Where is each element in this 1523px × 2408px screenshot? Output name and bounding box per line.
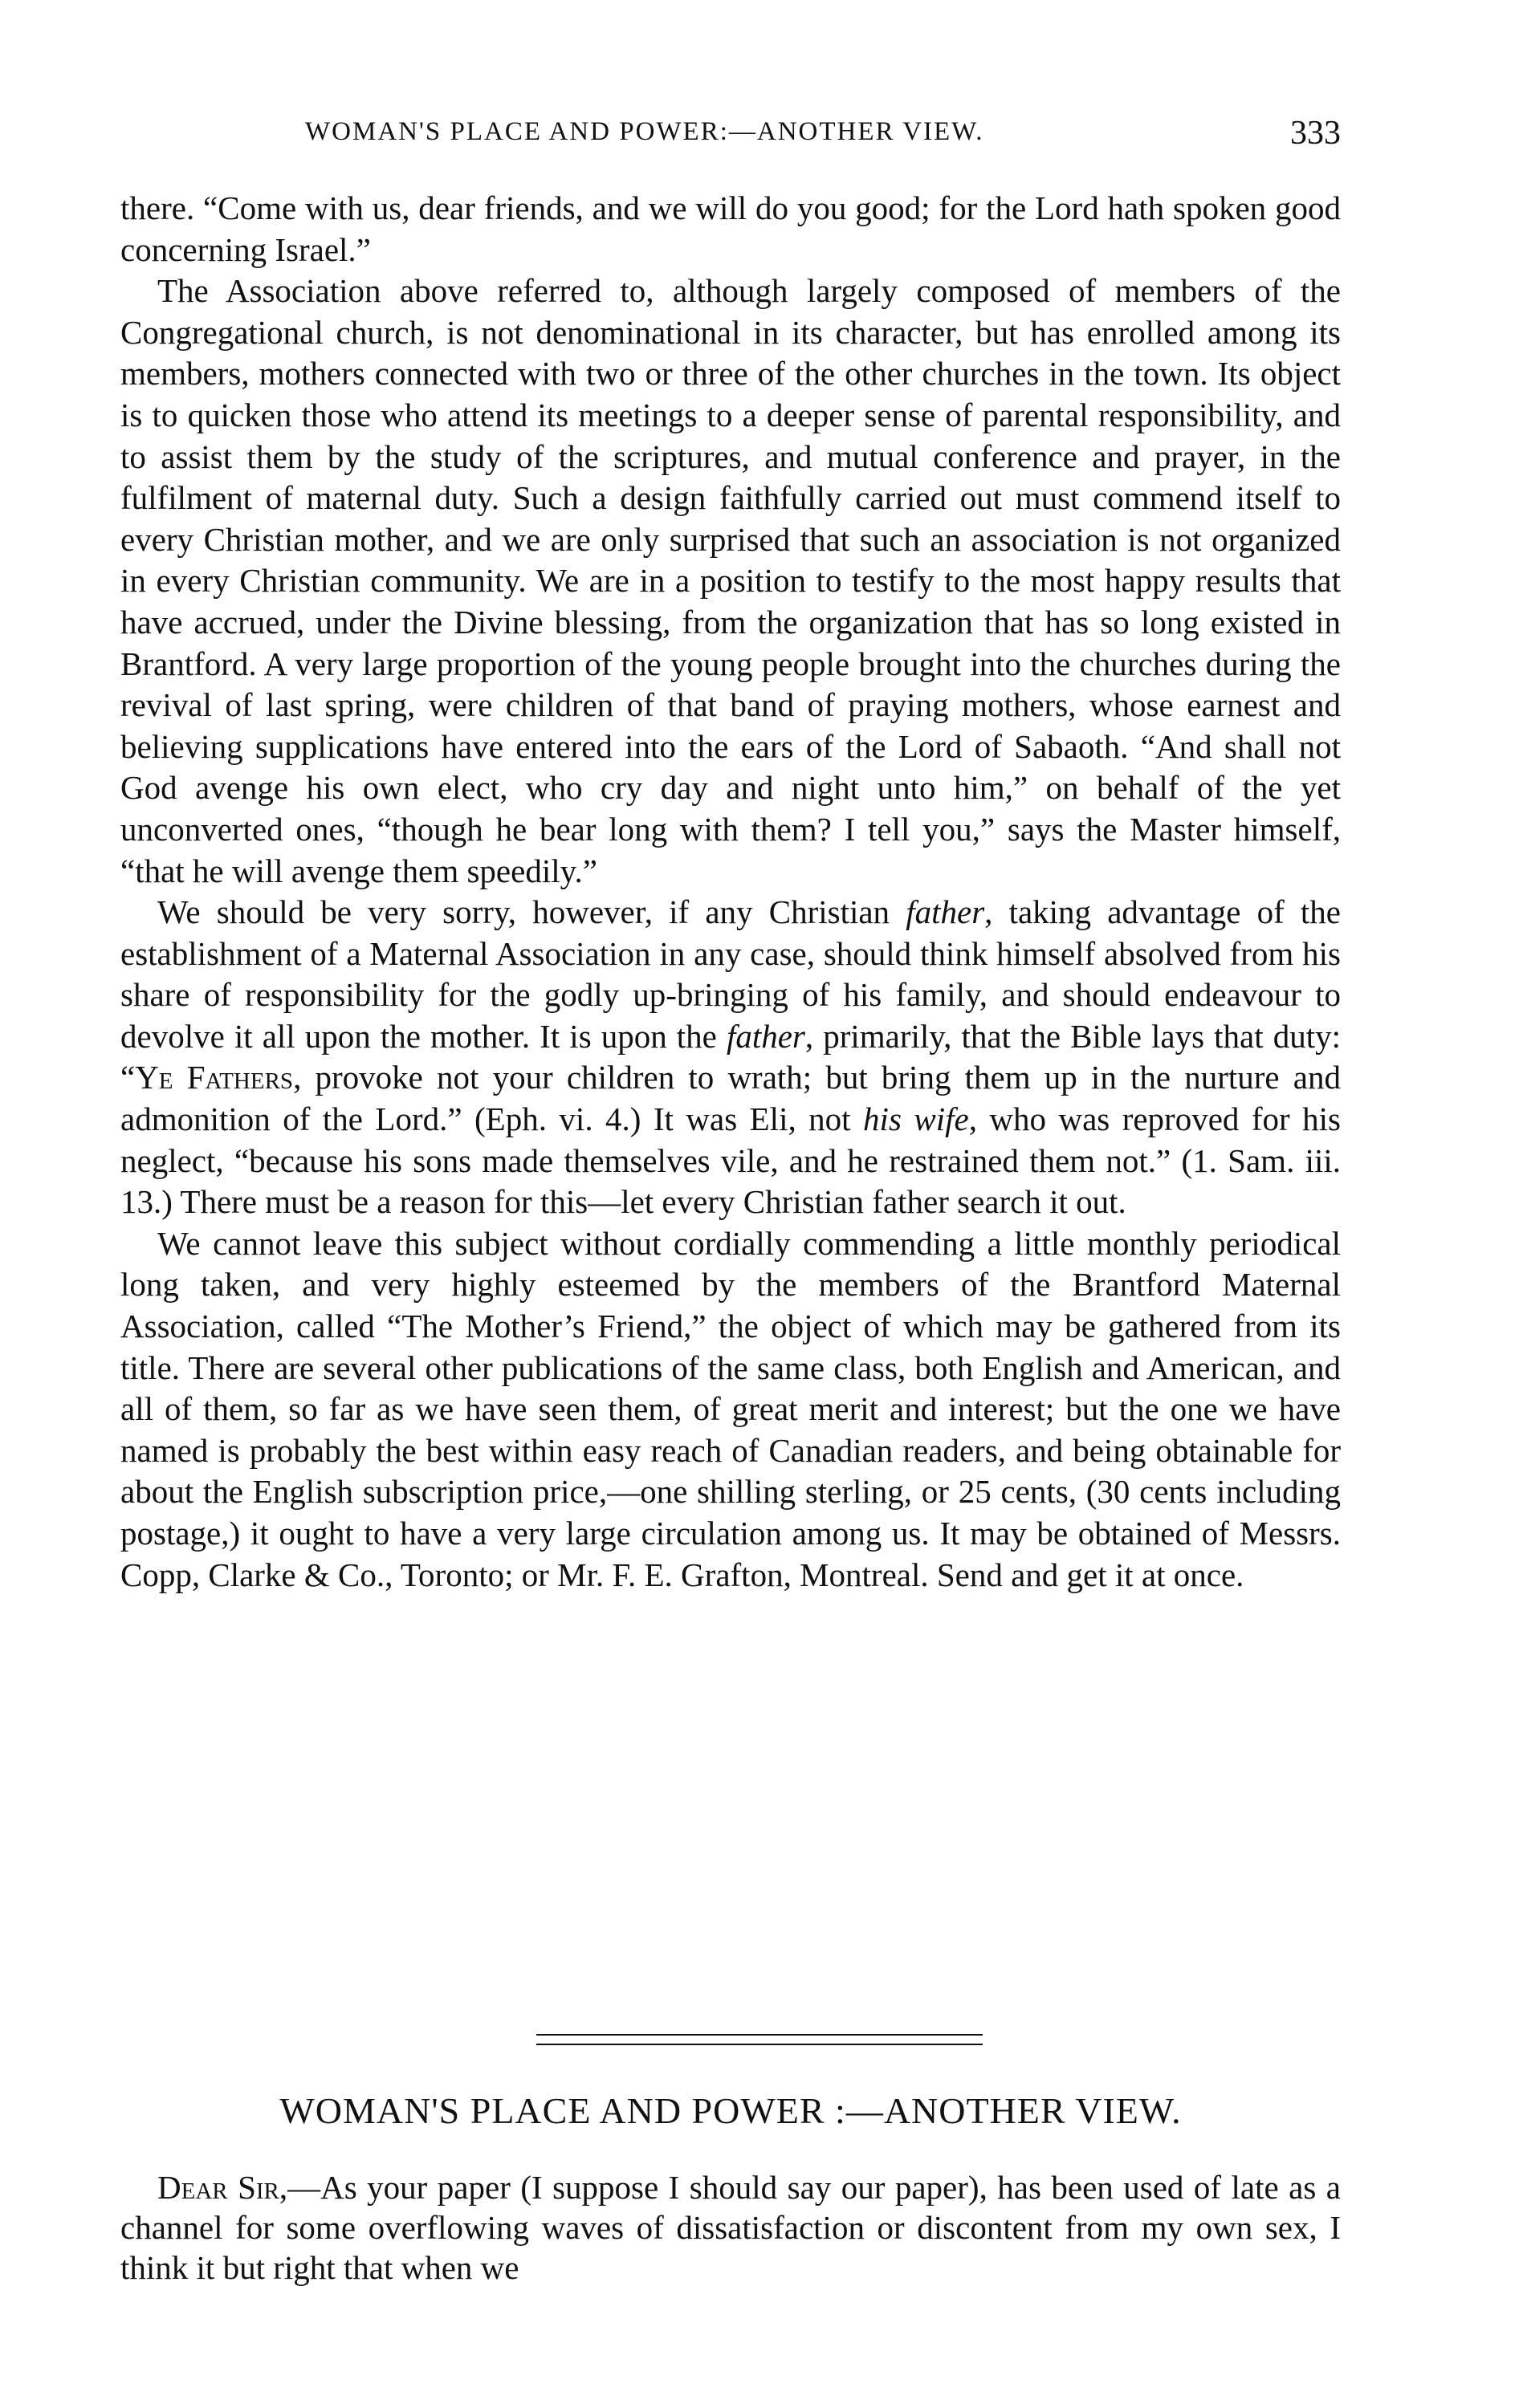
emphasis-father: father xyxy=(906,893,985,931)
salutation: Dear Sir, xyxy=(157,2169,288,2206)
body-text xyxy=(120,188,1341,1596)
text-run: , taking advantage of the establishment of a Maternal Association in any case, should think himself absolved from his share of responsibility for the godly up-bringing of his family, and should endeavour to devolve it all upon the mother. It is upon the xyxy=(120,893,1341,1055)
paragraph-association: The Association above referred to, although largely composed of members of the Congregational church, is not denominational in its character, but has enrolled among its members, mothers connected with two or three of the other churches in the town. Its object is to quicken those who attend its meetings to a deeper sense of parental responsibility, and to assist them by the study of the scriptures, and mutual conference and prayer, in the fulfilment of maternal duty. Such a design faithfully carried out must commend itself to every Christian mother, and we are only surprised that such an association is not organized in every Christian community. We are in a position to testify to the most happy results that have accrued, under the Divine blessing, from the organization that has so long existed in Brantford. A very large proportion of the young people brought into the churches during the revival of last spring, were children of that band of praying mothers, whose earnest and believing supplications have entered into the ears of the Lord of Sabaoth. “And shall not God avenge his own elect, who cry day and night unto him,” on behalf of the yet unconverted ones, “though he bear long with them? I tell you,” says the Master himself, “that he will avenge them speedily.” xyxy=(120,272,1341,889)
emphasis-his-wife: his wife xyxy=(863,1100,969,1138)
running-title: WOMAN'S PLACE AND POWER:—ANOTHER VIEW. xyxy=(305,117,984,146)
article-title: WOMAN'S PLACE AND POWER :—ANOTHER VIEW. xyxy=(279,2090,1182,2131)
emphasis-father: father xyxy=(726,1017,805,1055)
text-run: , who was reproved for his neglect, “because his sons made themselves vile, and he restrained them not.” (1. Sam. iii. 13.) There must be a reason for this—let every Christian father search it out. xyxy=(120,1100,1341,1221)
running-head xyxy=(120,117,1341,162)
paragraph-periodical: We cannot leave this subject without cordially commending a little monthly periodical long taken, and very highly esteemed by the members of the Brantford Maternal Association, called “The Mother’s Friend,” the object of which may be gathered from its title. There are several other publications of the same class, both English and American, and all of them, so far as we have seen them, of great merit and interest; but the one we have named is probably the best within easy reach of Canadian readers, and being obtainable for about the English subscription price,—one shilling sterling, or 25 cents, (30 cents including postage,) it ought to have a very large circulation among us. It may be obtained of Messrs. Copp, Clarke & Co., Toronto; or Mr. F. E. Grafton, Montreal. Send and get it at once. xyxy=(120,1224,1341,1593)
paragraph-fathers xyxy=(120,892,1341,1223)
paragraph-continued: there. “Come with us, dear friends, and we will do you good; for the Lord hath spoken good concerning Israel.” xyxy=(120,189,1341,268)
section-rule xyxy=(536,2044,983,2045)
article-opening-paragraph xyxy=(120,2167,1341,2288)
text-run: , provoke not your children to wrath; but bring them up in the nurture and admonition of the Lord.” (Eph. vi. 4.) It was Eli, not xyxy=(120,1059,1341,1138)
text-run: —As your paper (I suppose I should say our paper), has been used of late as a channel for some overflowing waves of dissatisfaction or discontent from my own sex, I think it but right that when we xyxy=(120,2169,1341,2286)
small-caps-ye-fathers: Ye Fathers xyxy=(135,1059,294,1096)
text-run: , primarily, that the Bible lays that duty: “ xyxy=(120,1017,1341,1096)
page-number: 333 xyxy=(1290,115,1341,152)
text-run: We should be very sorry, however, if any Christian xyxy=(157,893,906,931)
section-rule xyxy=(536,2034,983,2036)
article-body xyxy=(120,2167,1341,2288)
